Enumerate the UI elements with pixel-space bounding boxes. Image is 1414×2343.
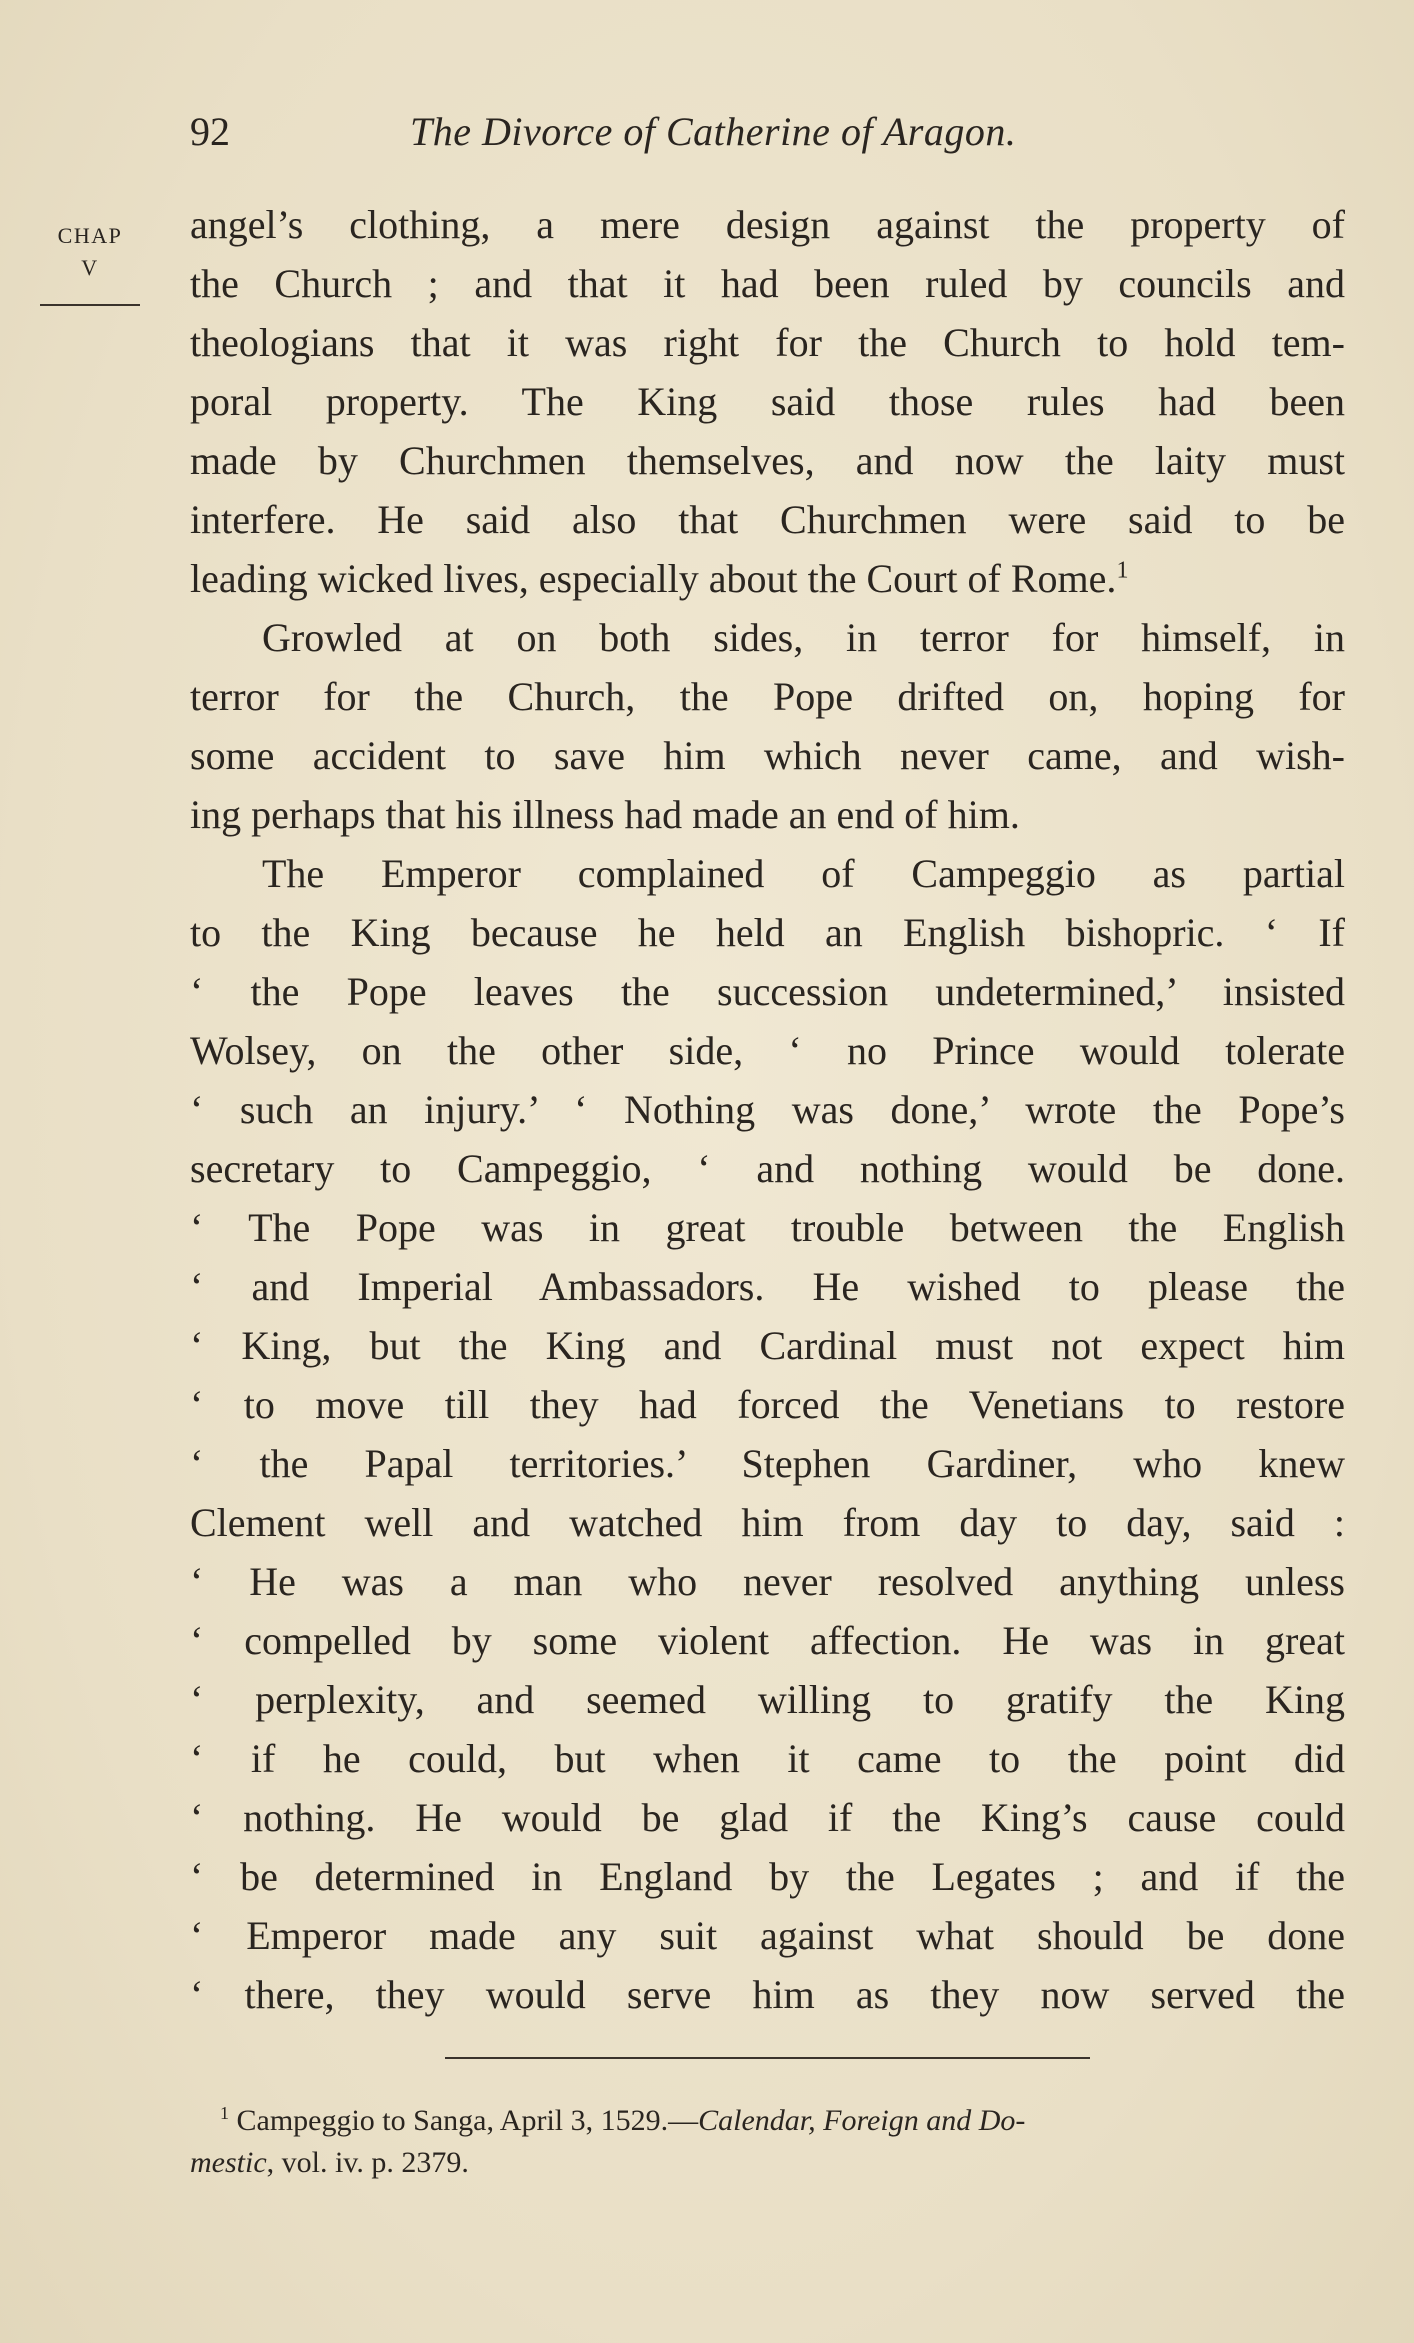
- text-line: angel’s clothing, a mere design against the property of: [190, 202, 1345, 247]
- text-line: ‘ and Imperial Ambassadors. He wished to please the: [190, 1264, 1345, 1309]
- text-line: Growled at on both sides, in terror for himself, in: [262, 615, 1345, 660]
- text-line: ing perhaps that his illness had made an end of him.: [190, 792, 1020, 837]
- text-line: ‘ King, but the King and Cardinal must not expect him: [190, 1323, 1345, 1368]
- footnote-volume: , vol. iv. p. 2379.: [266, 2146, 469, 2179]
- text-line: ‘ the Pope leaves the succession undetermined,’ insisted: [190, 969, 1345, 1014]
- footnote-citation: Campeggio to Sanga, April 3, 1529.—: [236, 2104, 699, 2137]
- text-line: The Emperor complained of Campeggio as partial: [262, 851, 1345, 896]
- chapter-number: V: [81, 255, 99, 280]
- footnote-line: [190, 2100, 1345, 2142]
- footnote: [190, 2100, 1345, 2184]
- running-head: [190, 108, 1350, 168]
- text-line: ‘ the Papal territories.’ Stephen Gardiner, who knew: [190, 1441, 1345, 1486]
- text-line: ‘ nothing. He would be glad if the King’s cause could: [190, 1795, 1345, 1840]
- page-number: 92: [190, 109, 230, 154]
- text-line: ‘ compelled by some violent affection. He was in great: [190, 1618, 1345, 1663]
- text-line: some accident to save him which never came, and wish-: [190, 733, 1345, 778]
- text-line: ‘ perplexity, and seemed willing to gratify the King: [190, 1677, 1345, 1722]
- footnote-source-title: Calendar, Foreign and Do-: [698, 2104, 1026, 2137]
- footnote-divider: [445, 2057, 1090, 2059]
- footnote-line: [190, 2142, 1345, 2184]
- text-line: ‘ The Pope was in great trouble between the English: [190, 1205, 1345, 1250]
- chapter-label: CHAP: [57, 223, 123, 248]
- text-line: theologians that it was right for the Church to hold tem-: [190, 320, 1345, 365]
- text-line: ‘ there, they would serve him as they now served the: [190, 1972, 1345, 2017]
- text-line: Wolsey, on the other side, ‘ no Prince would tolerate: [190, 1028, 1345, 1073]
- text-line: Clement well and watched him from day to day, said :: [190, 1500, 1345, 1545]
- text-line: made by Churchmen themselves, and now the laity must: [190, 438, 1345, 483]
- footnote-source-title-cont: mestic: [190, 2146, 267, 2179]
- text-line: ‘ He was a man who never resolved anything unless: [190, 1559, 1345, 1604]
- text-line: interfere. He said also that Churchmen were said to be: [190, 497, 1345, 542]
- chapter-margin-note: [40, 220, 140, 306]
- body-text: [190, 195, 1345, 2024]
- text-line: ‘ such an injury.’ ‘ Nothing was done,’ wrote the Pope’s: [190, 1087, 1345, 1132]
- text-line: ‘ be determined in England by the Legates ; and if the: [190, 1854, 1345, 1899]
- margin-divider: [40, 304, 140, 306]
- footnote-reference: 1: [1116, 557, 1129, 584]
- text-line-content: leading wicked lives, especially about the Court of Rome.: [190, 556, 1117, 601]
- footnote-marker: 1: [220, 2103, 229, 2123]
- text-line: [190, 549, 1345, 608]
- text-line: poral property. The King said those rules had been: [190, 379, 1345, 424]
- running-title: The Divorce of Catherine of Aragon.: [410, 109, 1017, 154]
- text-line: ‘ to move till they had forced the Venetians to restore: [190, 1382, 1345, 1427]
- text-line: secretary to Campeggio, ‘ and nothing would be done.: [190, 1146, 1345, 1191]
- text-line: the Church ; and that it had been ruled by councils and: [190, 261, 1345, 306]
- text-line: to the King because he held an English bishopric. ‘ If: [190, 910, 1345, 955]
- text-line: ‘ if he could, but when it came to the point did: [190, 1736, 1345, 1781]
- text-line: terror for the Church, the Pope drifted on, hoping for: [190, 674, 1345, 719]
- text-line: ‘ Emperor made any suit against what should be done: [190, 1913, 1345, 1958]
